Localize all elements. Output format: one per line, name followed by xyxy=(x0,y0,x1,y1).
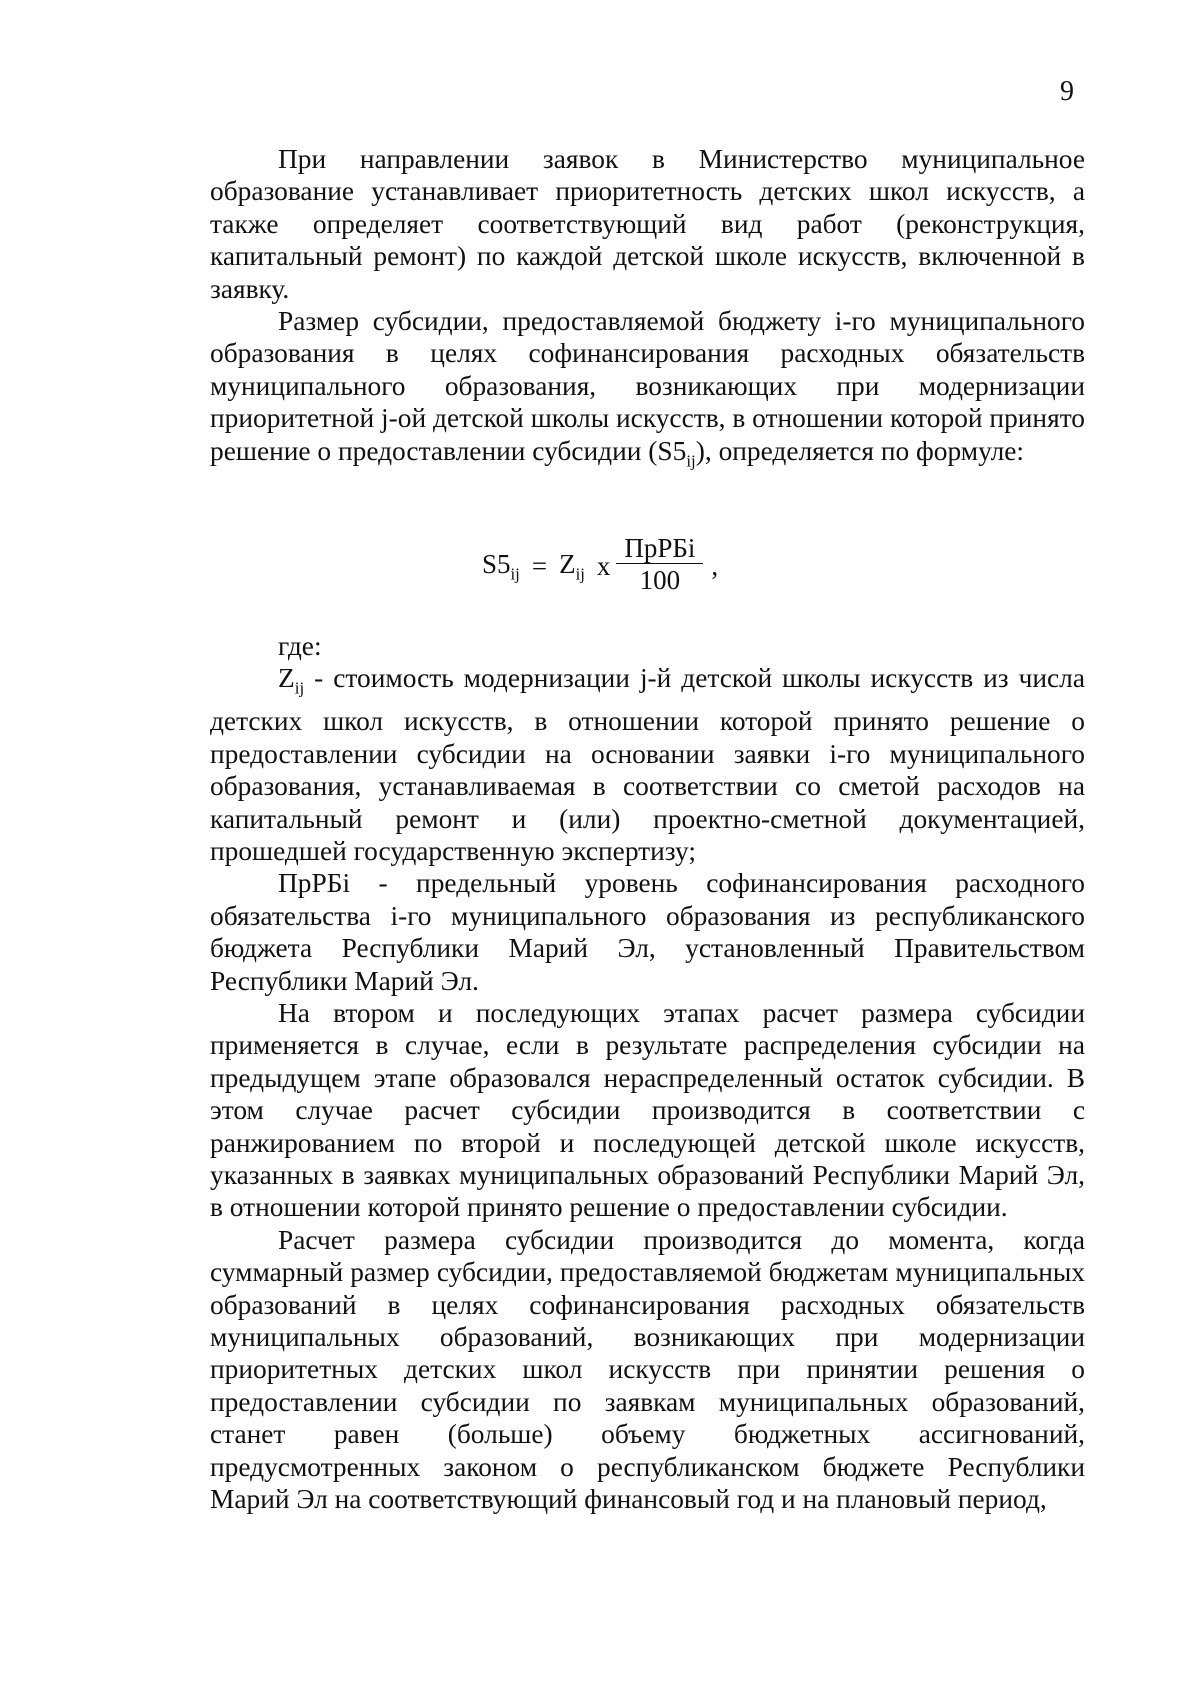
subscript-ij: ij xyxy=(686,451,696,471)
formula-lhs: $S5_{ij}$ xyxy=(482,548,520,584)
paragraph-priority: При направлении заявок в Министерство муниципальное образование устанавливает приоритетность детских школ искусств, а также определяет соответствующий вид работ (реконструкция, капитальный ремонт) по каждой детской школе искусств, включенной в заявку. xyxy=(210,144,1085,304)
subsidy-size-text-end: ), определяется по формуле: xyxy=(695,435,1025,466)
formula-eq: = xyxy=(531,551,548,581)
formula-fraction xyxy=(616,533,703,596)
paragraph-subsidy-size xyxy=(210,305,1085,478)
formula-denominator: 100 xyxy=(639,565,681,595)
paragraph-z-definition: $Z_{ij}$ - стоимость модернизации j-й детской школы искусств из числа детских школ искусств, в отношении которой принято решение о предоставлении субсидии на основании заявки i-го муниципального образования, устанавливаемая в соответствии со сметой расходов на капитальный ремонт и (или) проектно-сметной документацией, прошедшей государственную экспертизу; xyxy=(210,663,1085,866)
paragraph-where: где: xyxy=(278,631,322,661)
subsidy-size-text: Размер субсидии, предоставляемой бюджету i-го муниципального образования в целях софинансирования расходных обязательств муниципального образования, возникающих при модернизации приоритетной j-ой детской школы искусств, в отношении которой принято решение о предоставлении субсидии (S5 xyxy=(210,306,1085,466)
formula-numerator: ПрРБi xyxy=(616,533,703,564)
formula-comma: , xyxy=(711,551,719,581)
text-block-definitions xyxy=(210,630,1085,1515)
paragraph-prrbi-definition: ПрРБi - предельный уровень софинансирования расходного обязательства i-го муниципального образования из республиканского бюджета Республики Марий Эл, установленный Правительством Республики Марий Эл. xyxy=(210,868,1085,996)
page-number: 9 xyxy=(1060,76,1074,107)
subsidy-formula xyxy=(482,535,718,598)
formula-times: x xyxy=(596,551,611,581)
paragraph-calculation-limit: Расчет размера субсидии производится до момента, когда суммарный размер субсидии, предоставляемой бюджетам муниципальных образований в целях софинансирования расходных обязательств муниципальных образований, возникающих при модернизации приоритетных детских школ искусств при принятии решения о предоставлении субсидии по заявкам муниципальных образований, станет равен (больше) объему бюджетных ассигнований, предусмотренных законом о республиканском бюджете Республики Марий Эл на соответствующий финансовый год и на плановый период, xyxy=(210,1224,1085,1515)
paragraph-second-stage: На втором и последующих этапах расчет размера субсидии применяется в случае, если в результате распределения субсидии на предыдущем этапе образовался нераспределенный остаток субсидии. В этом случае расчет субсидии производится в соответствии с ранжированием по второй и последующей детской школе искусств, указанных в заявках муниципальных образований Республики Марий Эл, в отношении которой принято решение о предоставлении субсидии. xyxy=(210,997,1085,1223)
formula-z: $Z_{ij}$ xyxy=(559,548,585,584)
text-block-intro xyxy=(210,143,1085,478)
